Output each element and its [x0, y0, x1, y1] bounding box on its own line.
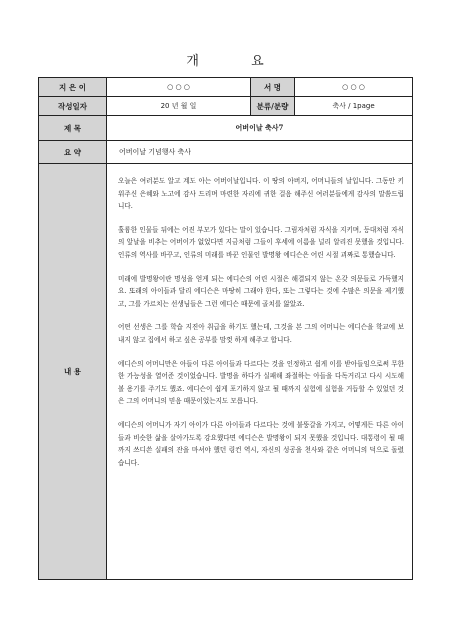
document-title: 개 요	[186, 54, 288, 69]
signature-value: ○ ○ ○	[295, 78, 413, 97]
subject-value: 어버이날 축사7	[107, 116, 413, 141]
content-paragraph: 오늘은 여러분도 알고 계도 아는 어버이날입니다. 이 땅의 아버지, 어머니들의 날입니다. 그동안 키워주신 은혜와 노고에 감사 드리며 마련한 자리에 귀한 걸음 해주신 여러분들에게 감사의 말씀드립니다.	[118, 177, 404, 211]
date-label: 작성일자	[39, 97, 107, 116]
subject-label: 제 목	[39, 116, 107, 141]
content-body	[107, 164, 413, 580]
content-paragraph: 미래에 발명왕이란 명성을 얻게 되는 에디슨의 어린 시절은 해결되지 않는 온갖 의문들로 가득했지요. 또래의 아이들과 달리 에디슨은 마땅히 그래야 한다, 또는 그렇다는 것에 수많은 의문을 제기했고, 그를 가르치는 선생님들은 그런 에디슨 때문에 골치를 앓았죠.	[118, 274, 404, 308]
content-label: 내 용	[39, 164, 107, 580]
content-paragraph: 훌륭한 인물들 뒤에는 어진 부모가 있다는 말이 있습니다. 그림자처럼 자식을 지키며, 등대처럼 자식의 앞날을 비추는 어버이가 없었다면 지금처럼 그들이 후세에 이름을 널리 알리진 못했을 것입니다. 인류의 역사를 바꾸고, 인류의 미래를 바꾼 인물인 발명왕 에디슨은 어린 시절 괴짜로 통했습니다.	[118, 225, 404, 259]
date-value: 20 년 월 일	[107, 97, 251, 116]
author-value: ○ ○ ○	[107, 78, 251, 97]
summary-value: 어버이날 기념행사 축사	[107, 141, 413, 164]
category-label: 분류/분량	[251, 97, 295, 116]
author-label: 지 은 이	[39, 78, 107, 97]
overview-form-table	[38, 77, 413, 580]
signature-label: 서 명	[251, 78, 295, 97]
summary-label: 요 약	[39, 141, 107, 164]
content-paragraph: 에디슨의 어머니가 자기 아이가 다른 아이들과 다르다는 것에 불뚱갈을 가지고, 어떻게든 다른 아이들과 비슷한 삶을 살아가도록 강요했다면 에디슨은 발명왕이 되지 못했을 것입니다. 대통령이 될 때까지 쓰디쓴 실패의 잔을 마셔야 했던 링컨 역시, 자신의 성공을 천사와 같은 어머니의 덕으로 돌렸습니다.	[118, 420, 404, 467]
content-paragraph: 어떤 선생은 그를 학습 지진아 취급을 하기도 했는데, 그것을 본 그의 어머니는 에디슨을 학교에 보내지 않고 집에서 하고 싶은 공부를 맘껏 하게 해주고 합니다.	[118, 323, 404, 344]
content-paragraph: 에디슨의 어머니만은 아들이 다른 아이들과 다르다는 것을 인정하고 쉽게 이를 받아들임으로써 무한한 가능성을 열어준 것이었습니다. 발명을 하다가 실패해 좌절하는 아들을 다독거리고 다시 시도해볼 용기를 주기도 했죠. 에디슨이 쉽게 포기하지 않고 될 때까지 실험에 실험을 거듭할 수 있었던 것은 그의 어머니의 믿음 때문이었는지도 모릅니다.	[118, 359, 404, 406]
category-value: 축사 / 1page	[295, 97, 413, 116]
